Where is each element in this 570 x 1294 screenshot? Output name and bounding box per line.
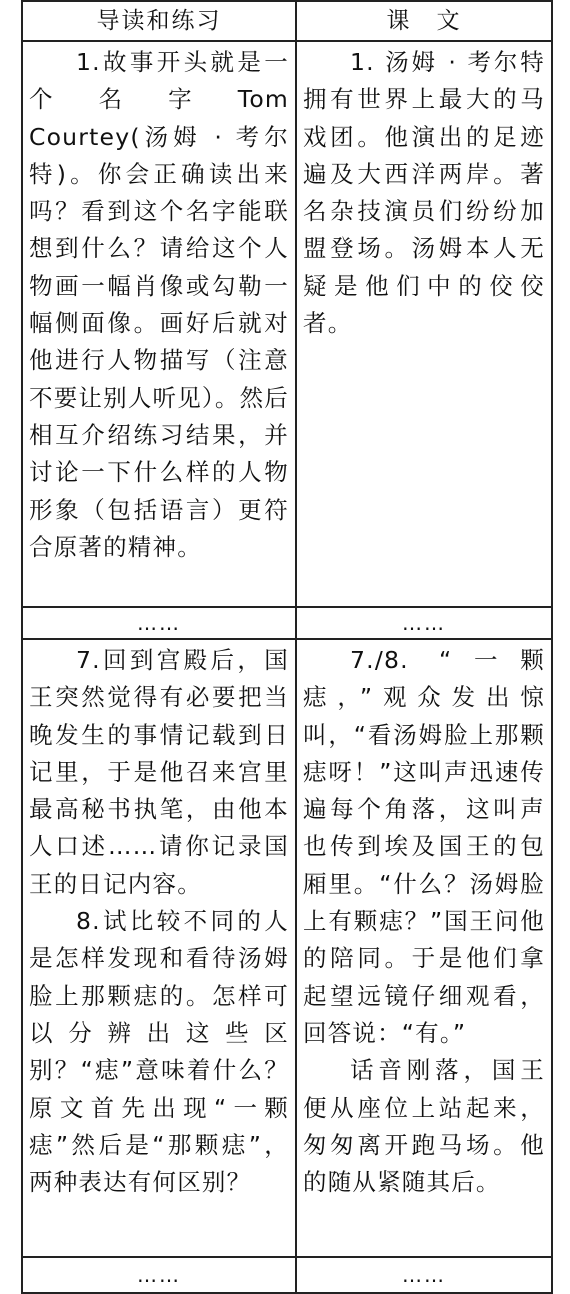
text-passage-7-8: 7./8. “一颗痣，”观众发出惊叫，“看汤姆脸上那颗痣呀！”这叫声迅速传遍每个角落，这叫声也传到埃及国王的包厢里。“什么？汤姆脸上有颗痣？”国王问他的陪同。于是他们拿起望远镜仔细观看，回答说：“有。”: [303, 646, 545, 1047]
exercise-1: 1.故事开头就是一个名字Tom Courtey(汤姆 · 考尔特)。你会正确读出来吗？看到这个名字能联想到什么？请给这个人物画一幅肖像或勾勒一幅侧面像。画好后就对他进行人物描写（注意不要让别人听见）。然后相互介绍练习结果，并讨论一下什么样的人物形象（包括语言）更符合原著的精神。: [29, 48, 289, 561]
section-row-1: [22, 41, 552, 607]
reading-exercise-table: [21, 0, 553, 1294]
column-header-exercises: 导读和练习: [22, 1, 296, 41]
ellipsis-left-1: ……: [22, 607, 296, 639]
ellipsis-row-1: [22, 607, 552, 639]
exercise-cell-2: [22, 639, 296, 1257]
text-cell-2: [296, 639, 552, 1257]
exercise-cell-1: [22, 41, 296, 607]
ellipsis-right-1: ……: [296, 607, 552, 639]
text-cell-1: [296, 41, 552, 607]
ellipsis-row-2: [22, 1257, 552, 1293]
exercise-8: 8.试比较不同的人是怎样发现和看待汤姆脸上那颗痣的。怎样可以分辨出这些区别？“痣”意味着什么？原文首先出现“一颗痣”然后是“那颗痣”，两种表达有何区别？: [29, 907, 289, 1197]
text-passage-1: 1. 汤姆 · 考尔特拥有世界上最大的马戏团。他演出的足迹遍及大西洋两岸。著名杂技演员们纷纷加盟登场。汤姆本人无疑是他们中的佼佼者。: [303, 48, 545, 338]
column-header-text: 课 文: [296, 1, 552, 41]
exercise-7: 7.回到宫殿后，国王突然觉得有必要把当晚发生的事情记载到日记里，于是他召来宫里最高秘书执笔，由他本人口述……请你记录国王的日记内容。: [29, 646, 289, 898]
text-passage-continued: 话音刚落，国王便从座位上站起来，匆匆离开跑马场。他的随从紧随其后。: [303, 1056, 545, 1197]
section-row-2: [22, 639, 552, 1257]
ellipsis-left-2: ……: [22, 1257, 296, 1293]
header-row: [22, 1, 552, 41]
ellipsis-right-2: ……: [296, 1257, 552, 1293]
